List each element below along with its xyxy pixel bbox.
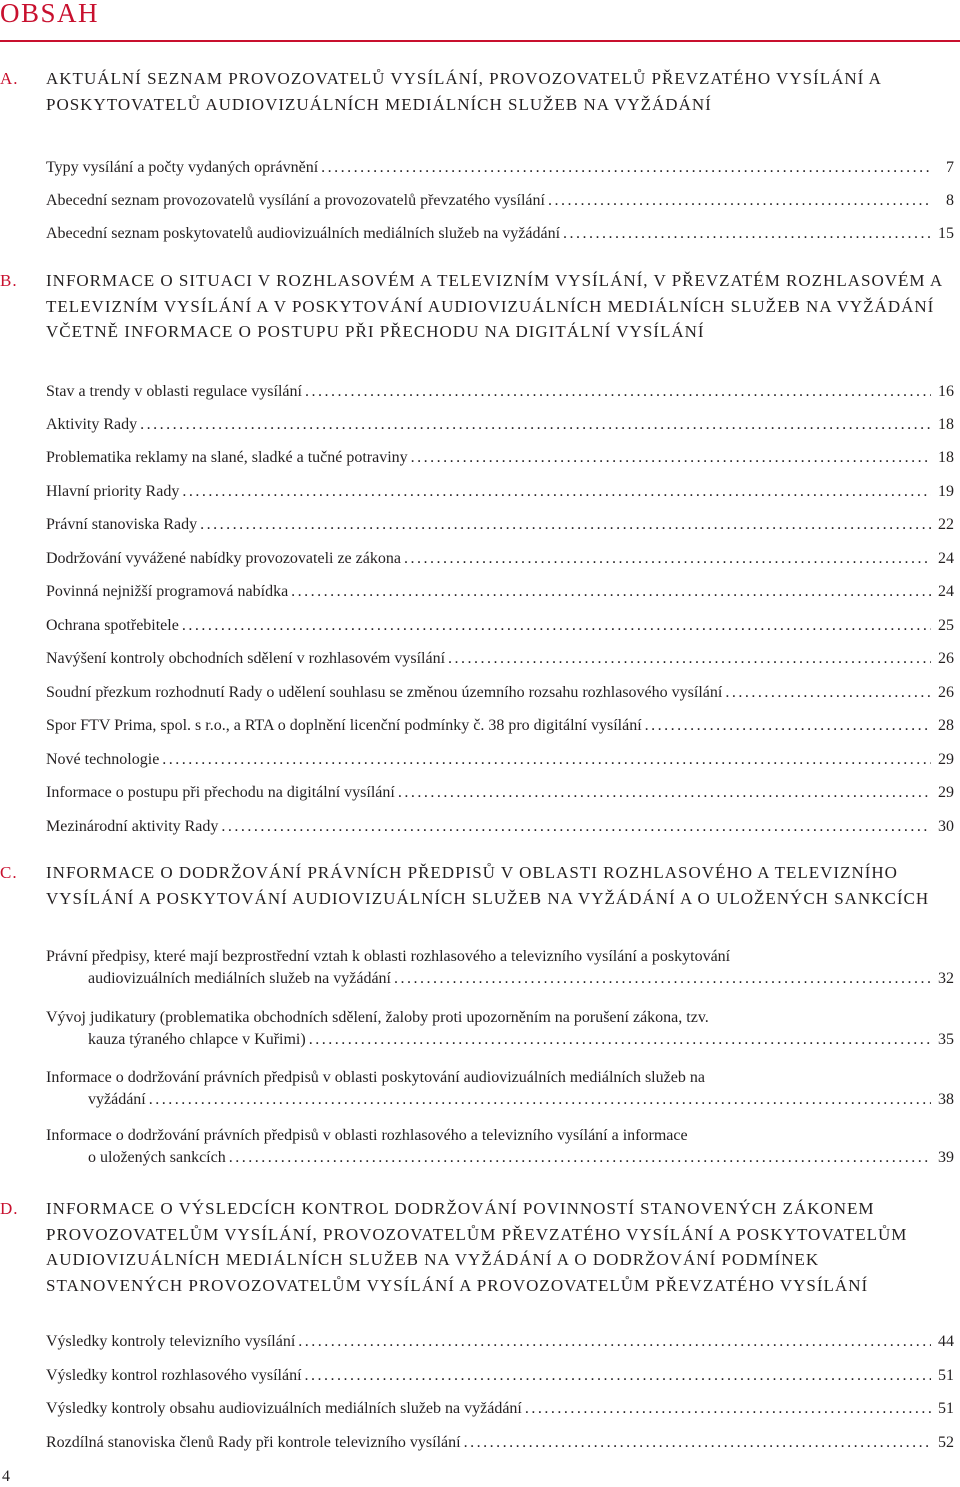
dot-leader: [548, 190, 931, 212]
dot-leader: [140, 414, 931, 436]
toc-entry-page: 24: [938, 550, 954, 567]
toc-entry-page: 18: [938, 449, 954, 466]
toc-entry-label: Stav a trendy v oblasti regulace vysílání: [46, 383, 302, 400]
dot-leader: [221, 816, 931, 838]
toc-entry-label: Výsledky kontrol rozhlasového vysílání: [46, 1367, 302, 1384]
dot-leader: [149, 1089, 931, 1111]
section-letter: C.: [0, 863, 18, 882]
toc-entry-label-continuation: vyžádání: [88, 1091, 146, 1108]
section-letter: D.: [0, 1199, 19, 1218]
section-heading: AKTUÁLNÍ SEZNAM PROVOZOVATELŮ VYSÍLÁNÍ, PROVOZOVATELŮ PŘEVZATÉHO VYSÍLÁNÍ A POSKYTOVATELŮ AUDIOVIZUÁLNÍCH MEDIÁLNÍCH SLUŽEB NA VYŽÁDÁNÍ: [46, 69, 881, 114]
dot-leader: [411, 447, 931, 469]
dot-leader: [321, 157, 931, 179]
toc-entry-page: 35: [938, 1031, 954, 1048]
toc-entry-page: 44: [938, 1333, 954, 1350]
toc-entry-label: Výsledky kontroly obsahu audiovizuálních mediálních služeb na vyžádání: [46, 1400, 522, 1417]
section-heading: INFORMACE O VÝSLEDCÍCH KONTROL DODRŽOVÁNÍ POVINNOSTÍ STANOVENÝCH ZÁKONEM PROVOZOVATELŮM VYSÍLÁNÍ, PROVOZOVATELŮM PŘEVZATÉHO VYSÍLÁNÍ A POSKYTOVATELŮM AUDIOVIZUÁLNÍCH MEDIÁLNÍCH SLUŽEB NA VYŽÁDÁNÍ A O DODRŽOVÁNÍ PODMÍNEK STANOVENÝCH PROVOZOVATELŮM VYSÍLÁNÍ A PROVOZOVATELŮM PŘEVZATÉHO VYSÍLÁNÍ: [46, 1199, 908, 1295]
dot-leader: [645, 715, 931, 737]
dot-leader: [200, 514, 931, 536]
page-number: 4: [2, 1468, 10, 1485]
section-heading: INFORMACE O DODRŽOVÁNÍ PRÁVNÍCH PŘEDPISŮ V OBLASTI ROZHLASOVÉHO A TELEVIZNÍHO VYSÍLÁNÍ A POSKYTOVÁNÍ AUDIOVIZUÁLNÍCH SLUŽEB NA VYŽÁDÁNÍ A O ULOŽENÝCH SANKCÍCH: [46, 863, 930, 908]
toc-entry-page: 26: [938, 650, 954, 667]
toc-entry-label: Ochrana spotřebitele: [46, 617, 179, 634]
dot-leader: [563, 223, 931, 245]
toc-entry-page: 52: [938, 1434, 954, 1451]
toc-entry[interactable]: [46, 190, 954, 212]
toc-entry-page: 7: [946, 159, 954, 176]
toc-entry-label: Soudní přezkum rozhodnutí Rady o udělení souhlasu se změnou územního rozsahu rozhlasového vysílání: [46, 684, 723, 701]
toc-entry-label: Vývoj judikatury (problematika obchodních sdělení, žaloby proti upozorněním na porušení zákona, tzv.: [46, 1009, 709, 1026]
dot-leader: [464, 1432, 931, 1454]
toc-entry-label: Aktivity Rady: [46, 416, 138, 433]
toc-entry-label: Informace o dodržování právních předpisů v oblasti poskytování audiovizuálních mediálních služeb na: [46, 1069, 705, 1086]
toc-entry[interactable]: [46, 648, 954, 670]
toc-entry-page: 29: [938, 751, 954, 768]
toc-entry[interactable]: [46, 581, 954, 603]
toc-entry-page: 15: [938, 225, 954, 242]
toc-entry-label: Nové technologie: [46, 751, 160, 768]
toc-entry-label: Povinná nejnižší programová nabídka: [46, 583, 289, 600]
dot-leader: [448, 648, 931, 670]
toc-entry-label: Rozdílná stanoviska členů Rady při kontrole televizního vysílání: [46, 1434, 461, 1451]
dot-leader: [398, 782, 931, 804]
toc-entry-label-continuation: audiovizuálních mediálních služeb na vyžádání: [88, 970, 391, 987]
toc-entry-label: Právní předpisy, které mají bezprostřední vztah k oblasti rozhlasového a televizního vysílání a poskytování: [46, 948, 731, 965]
title-rule: [0, 40, 960, 42]
toc-entry[interactable]: [46, 1331, 954, 1353]
toc-entry[interactable]: [46, 223, 954, 245]
toc-entry-label-continuation: o uložených sankcích: [88, 1149, 226, 1166]
dot-leader: [525, 1398, 931, 1420]
toc-entry-page: 19: [938, 483, 954, 500]
toc-entry[interactable]: [46, 1067, 954, 1111]
dot-leader: [182, 615, 931, 637]
toc-entry-label: Výsledky kontroly televizního vysílání: [46, 1333, 296, 1350]
toc-entry-label: Mezinárodní aktivity Rady: [46, 818, 219, 835]
toc-entry[interactable]: [46, 715, 954, 737]
toc-entry-page: 16: [938, 383, 954, 400]
toc-entry-page: 51: [938, 1400, 954, 1417]
toc-entry[interactable]: [46, 1365, 954, 1387]
toc-entry[interactable]: [46, 447, 954, 469]
toc-entry[interactable]: [46, 157, 954, 179]
toc-entry[interactable]: [46, 1398, 954, 1420]
toc-entry[interactable]: [46, 816, 954, 838]
toc-entry[interactable]: [46, 615, 954, 637]
toc-entry-page: 25: [938, 617, 954, 634]
toc-entry[interactable]: [46, 749, 954, 771]
toc-entry[interactable]: [46, 1125, 954, 1169]
toc-entry-label: Dodržování vyvážené nabídky provozovateli ze zákona: [46, 550, 401, 567]
toc-entry[interactable]: [46, 782, 954, 804]
toc-entry[interactable]: [46, 481, 954, 503]
dot-leader: [305, 381, 931, 403]
toc-entry-label: Informace o dodržování právních předpisů v oblasti rozhlasového a televizního vysílání a informace: [46, 1127, 688, 1144]
toc-entry[interactable]: [46, 548, 954, 570]
toc-entry-page: 8: [946, 192, 954, 209]
dot-leader: [309, 1029, 931, 1051]
toc-entry-page: 26: [938, 684, 954, 701]
toc-entry-page: 51: [938, 1367, 954, 1384]
section-letter: A.: [0, 69, 19, 88]
toc-entry-page: 30: [938, 818, 954, 835]
toc-entry-page: 22: [938, 516, 954, 533]
toc-entry-page: 28: [938, 717, 954, 734]
toc-entry-page: 29: [938, 784, 954, 801]
toc-entry-label: Navýšení kontroly obchodních sdělení v rozhlasovém vysílání: [46, 650, 446, 667]
toc-entry-label: Abecední seznam poskytovatelů audiovizuálních mediálních služeb na vyžádání: [46, 225, 561, 242]
toc-entry-page: 24: [938, 583, 954, 600]
section-letter: B.: [0, 271, 18, 290]
toc-entry-page: 18: [938, 416, 954, 433]
dot-leader: [291, 581, 931, 603]
toc-entry[interactable]: [46, 414, 954, 436]
dot-leader: [298, 1331, 931, 1353]
dot-leader: [305, 1365, 931, 1387]
toc-entry-label: Informace o postupu při přechodu na digitální vysílání: [46, 784, 395, 801]
dot-leader: [162, 749, 931, 771]
toc-entry[interactable]: [46, 682, 954, 704]
dot-leader: [182, 481, 931, 503]
toc-entry-label: Abecední seznam provozovatelů vysílání a provozovatelů převzatého vysílání: [46, 192, 545, 209]
toc-entry[interactable]: [46, 946, 954, 990]
toc-entry-page: 32: [938, 970, 954, 987]
dot-leader: [404, 548, 931, 570]
toc-entry[interactable]: [46, 1432, 954, 1454]
dot-leader: [229, 1147, 931, 1169]
dot-leader: [394, 968, 931, 990]
toc-entry[interactable]: [46, 381, 954, 403]
toc-entry[interactable]: [46, 1007, 954, 1051]
dot-leader: [725, 682, 931, 704]
section-heading: INFORMACE O SITUACI V ROZHLASOVÉM A TELEVIZNÍM VYSÍLÁNÍ, V PŘEVZATÉM ROZHLASOVÉM A TELEVIZNÍM VYSÍLÁNÍ A V POSKYTOVÁNÍ AUDIOVIZUÁLNÍCH MEDIÁLNÍCH SLUŽEB NA VYŽÁDÁNÍ VČETNĚ INFORMACE O POSTUPU PŘI PŘECHODU NA DIGITÁLNÍ VYSÍLÁNÍ: [46, 271, 943, 341]
toc-entry[interactable]: [46, 514, 954, 536]
toc-entry-label: Spor FTV Prima, spol. s r.o., a RTA o doplnění licenční podmínky č. 38 pro digitální vysílání: [46, 717, 642, 734]
toc-entry-page: 38: [938, 1091, 954, 1108]
toc-entry-label: Právní stanoviska Rady: [46, 516, 198, 533]
toc-entry-label: Problematika reklamy na slané, sladké a tučné potraviny: [46, 449, 408, 466]
toc-entry-label: Hlavní priority Rady: [46, 483, 180, 500]
page-title: OBSAH: [0, 0, 100, 28]
toc-entry-label-continuation: kauza týraného chlapce v Kuřimi): [88, 1031, 306, 1048]
toc-entry-page: 39: [938, 1149, 954, 1166]
toc-entry-label: Typy vysílání a počty vydaných oprávnění: [46, 159, 319, 176]
